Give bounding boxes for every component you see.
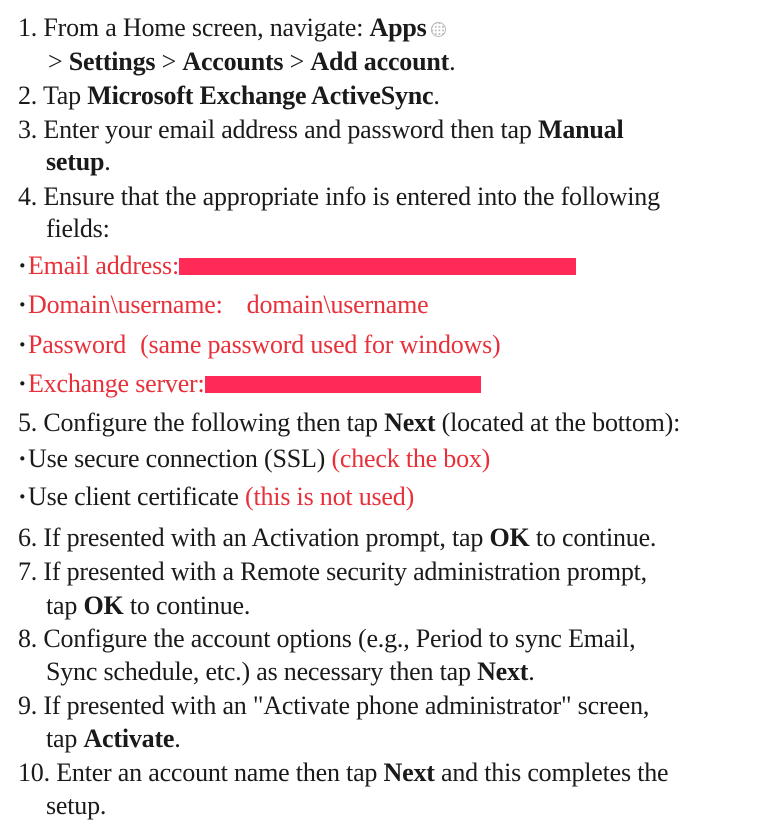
step-number: 3. bbox=[18, 115, 38, 144]
domain-username-label: Domain\username: bbox=[28, 290, 223, 319]
email-address-label: Email address: bbox=[28, 251, 179, 280]
step-1-line-2: > Settings > Accounts > Add account. bbox=[48, 47, 456, 76]
step-8-line-2: Sync schedule, etc.) as necessary then tap Next. bbox=[46, 657, 535, 686]
apps-grid-icon bbox=[431, 22, 446, 37]
field-exchange-server bbox=[18, 367, 481, 401]
step-6: 6. If presented with an Activation prompt, tap OK to continue. bbox=[18, 523, 657, 552]
field-domain-username bbox=[18, 288, 428, 322]
domain-username-value: domain\username bbox=[246, 290, 429, 319]
bullet: · bbox=[18, 369, 27, 398]
step-number: 1. bbox=[18, 13, 38, 42]
field-password bbox=[18, 328, 501, 362]
client-certificate-label: Use client certificate bbox=[28, 482, 239, 511]
step-number: 5. bbox=[18, 408, 38, 437]
step-number: 2. bbox=[18, 81, 38, 110]
option-ssl bbox=[18, 442, 490, 476]
step-2: 2. Tap Microsoft Exchange ActiveSync. bbox=[18, 81, 440, 110]
bullet: · bbox=[18, 330, 27, 359]
step-9-line-2: tap Activate. bbox=[46, 724, 181, 753]
step-7-line-1: 7. If presented with a Remote security administration prompt, bbox=[18, 557, 647, 586]
step-7-line-2: tap OK to continue. bbox=[46, 591, 251, 620]
step-9-line-1: 9. If presented with an "Activate phone administrator" screen, bbox=[18, 691, 650, 720]
ssl-note: (check the box) bbox=[331, 444, 491, 473]
password-value: (same password used for windows) bbox=[140, 330, 501, 359]
step-3-line-1: 3. Enter your email address and password then tap Manual bbox=[18, 115, 624, 144]
step-8-line-1: 8. Configure the account options (e.g., Period to sync Email, bbox=[18, 624, 636, 653]
step-5: 5. Configure the following then tap Next (located at the bottom): bbox=[18, 408, 681, 437]
step-3-line-2: setup. bbox=[46, 147, 111, 176]
step-number: 8. bbox=[18, 624, 38, 653]
step-number: 6. bbox=[18, 523, 38, 552]
step-1-line-1: 1. From a Home screen, navigate: Apps bbox=[18, 11, 446, 45]
exchange-server-label: Exchange server: bbox=[28, 369, 205, 398]
field-email-address bbox=[18, 249, 576, 283]
redacted-exchange-server-value bbox=[205, 376, 481, 393]
bullet: · bbox=[18, 251, 27, 280]
step-4-line-1: 4. Ensure that the appropriate info is entered into the following bbox=[18, 182, 660, 211]
redacted-email-value bbox=[179, 258, 576, 275]
step-number: 7. bbox=[18, 557, 38, 586]
ssl-label: Use secure connection (SSL) bbox=[28, 444, 326, 473]
bullet: · bbox=[18, 482, 27, 511]
step-number: 9. bbox=[18, 691, 38, 720]
step-4-line-2: fields: bbox=[46, 214, 110, 243]
step-10-line-2: setup. bbox=[46, 791, 107, 820]
bullet: · bbox=[18, 444, 27, 473]
step-number: 4. bbox=[18, 182, 38, 211]
client-certificate-note: (this is not used) bbox=[245, 482, 415, 511]
password-label: Password bbox=[28, 330, 127, 359]
option-client-certificate bbox=[18, 480, 414, 514]
step-10-line-1: 10. Enter an account name then tap Next and this completes the bbox=[18, 758, 669, 787]
step-number: 10. bbox=[18, 758, 50, 787]
bullet: · bbox=[18, 290, 27, 319]
